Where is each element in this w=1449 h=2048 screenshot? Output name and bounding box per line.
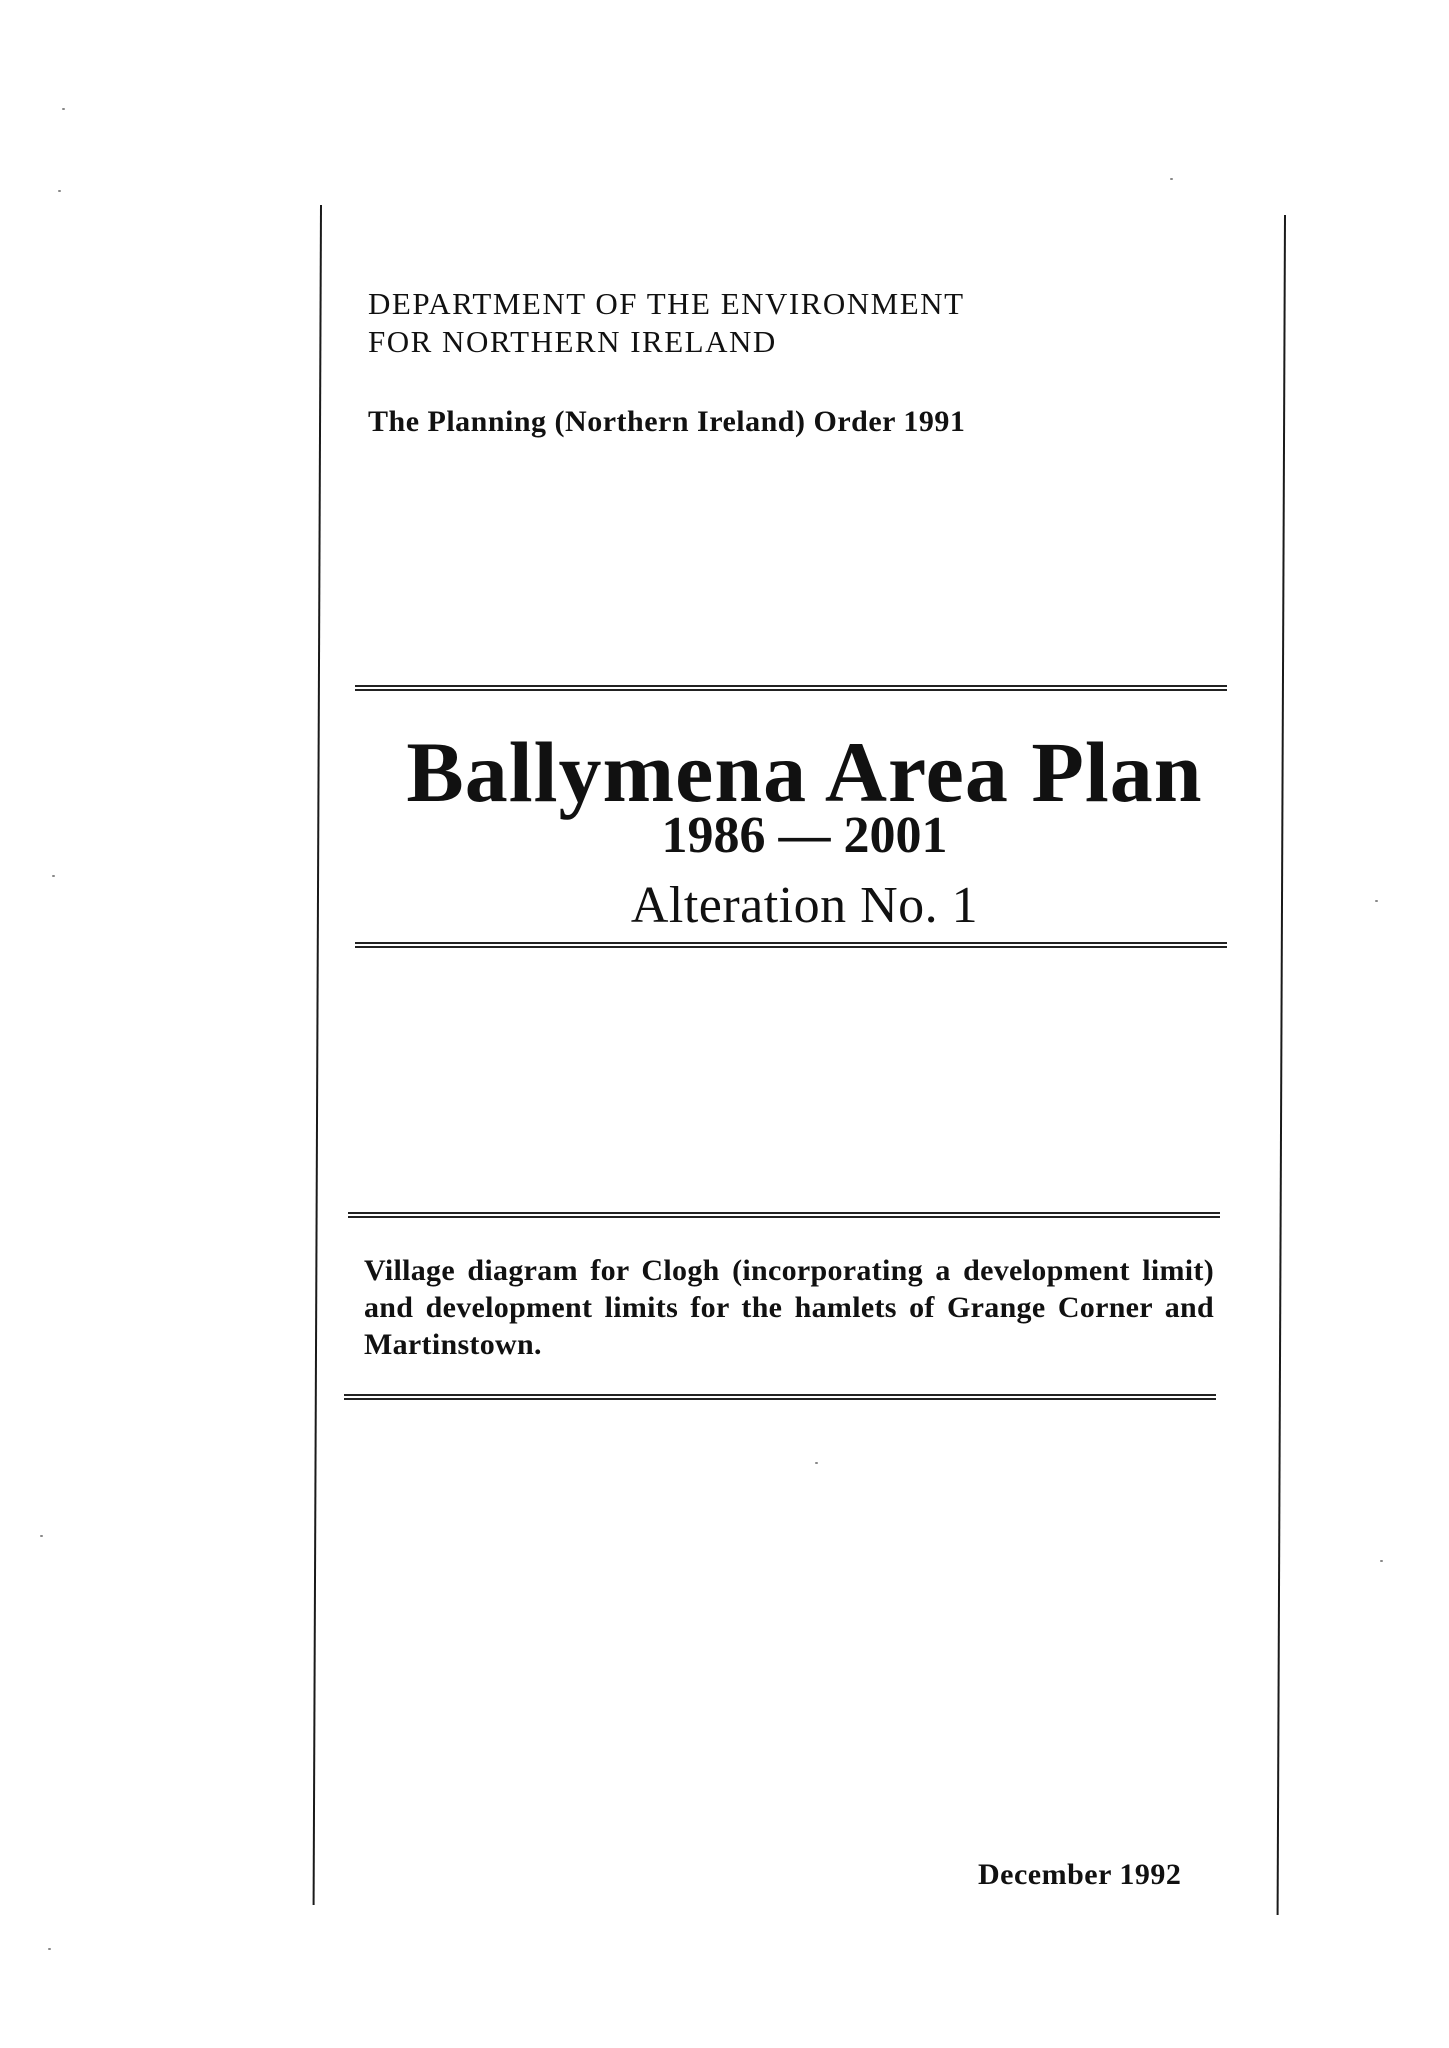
scan-speck — [815, 1462, 818, 1464]
alteration-number: Alteration No. 1 — [630, 877, 979, 934]
title-top-rule — [355, 685, 1227, 691]
plan-description: Village diagram for Clogh (incorporating a development limit) and development limits for the hamlets of Grange Corner and Martinstown. — [364, 1254, 1214, 1361]
plan-years: 1986 — 2001 — [661, 807, 948, 864]
order-reference: The Planning (Northern Ireland) Order 1991 — [368, 405, 966, 438]
title-bottom-rule — [355, 942, 1227, 948]
scan-speck — [1380, 1560, 1383, 1562]
scan-speck — [1375, 900, 1378, 902]
publication-date: December 1992 — [978, 1858, 1182, 1891]
description-bottom-rule — [344, 1394, 1216, 1400]
left-frame-rule — [313, 205, 322, 1905]
scan-speck — [62, 108, 65, 110]
department-heading — [368, 285, 965, 361]
scan-speck — [40, 1535, 43, 1537]
plan-title: Ballymena Area Plan — [406, 724, 1203, 820]
right-frame-rule — [1277, 215, 1286, 1915]
scan-speck — [52, 875, 55, 877]
scan-speck — [48, 1948, 51, 1950]
scan-speck — [1170, 178, 1173, 180]
department-line-2: FOR NORTHERN IRELAND — [368, 324, 777, 359]
department-line-1: DEPARTMENT OF THE ENVIRONMENT — [368, 286, 965, 321]
description-top-rule — [348, 1212, 1220, 1218]
scan-speck — [58, 190, 61, 192]
